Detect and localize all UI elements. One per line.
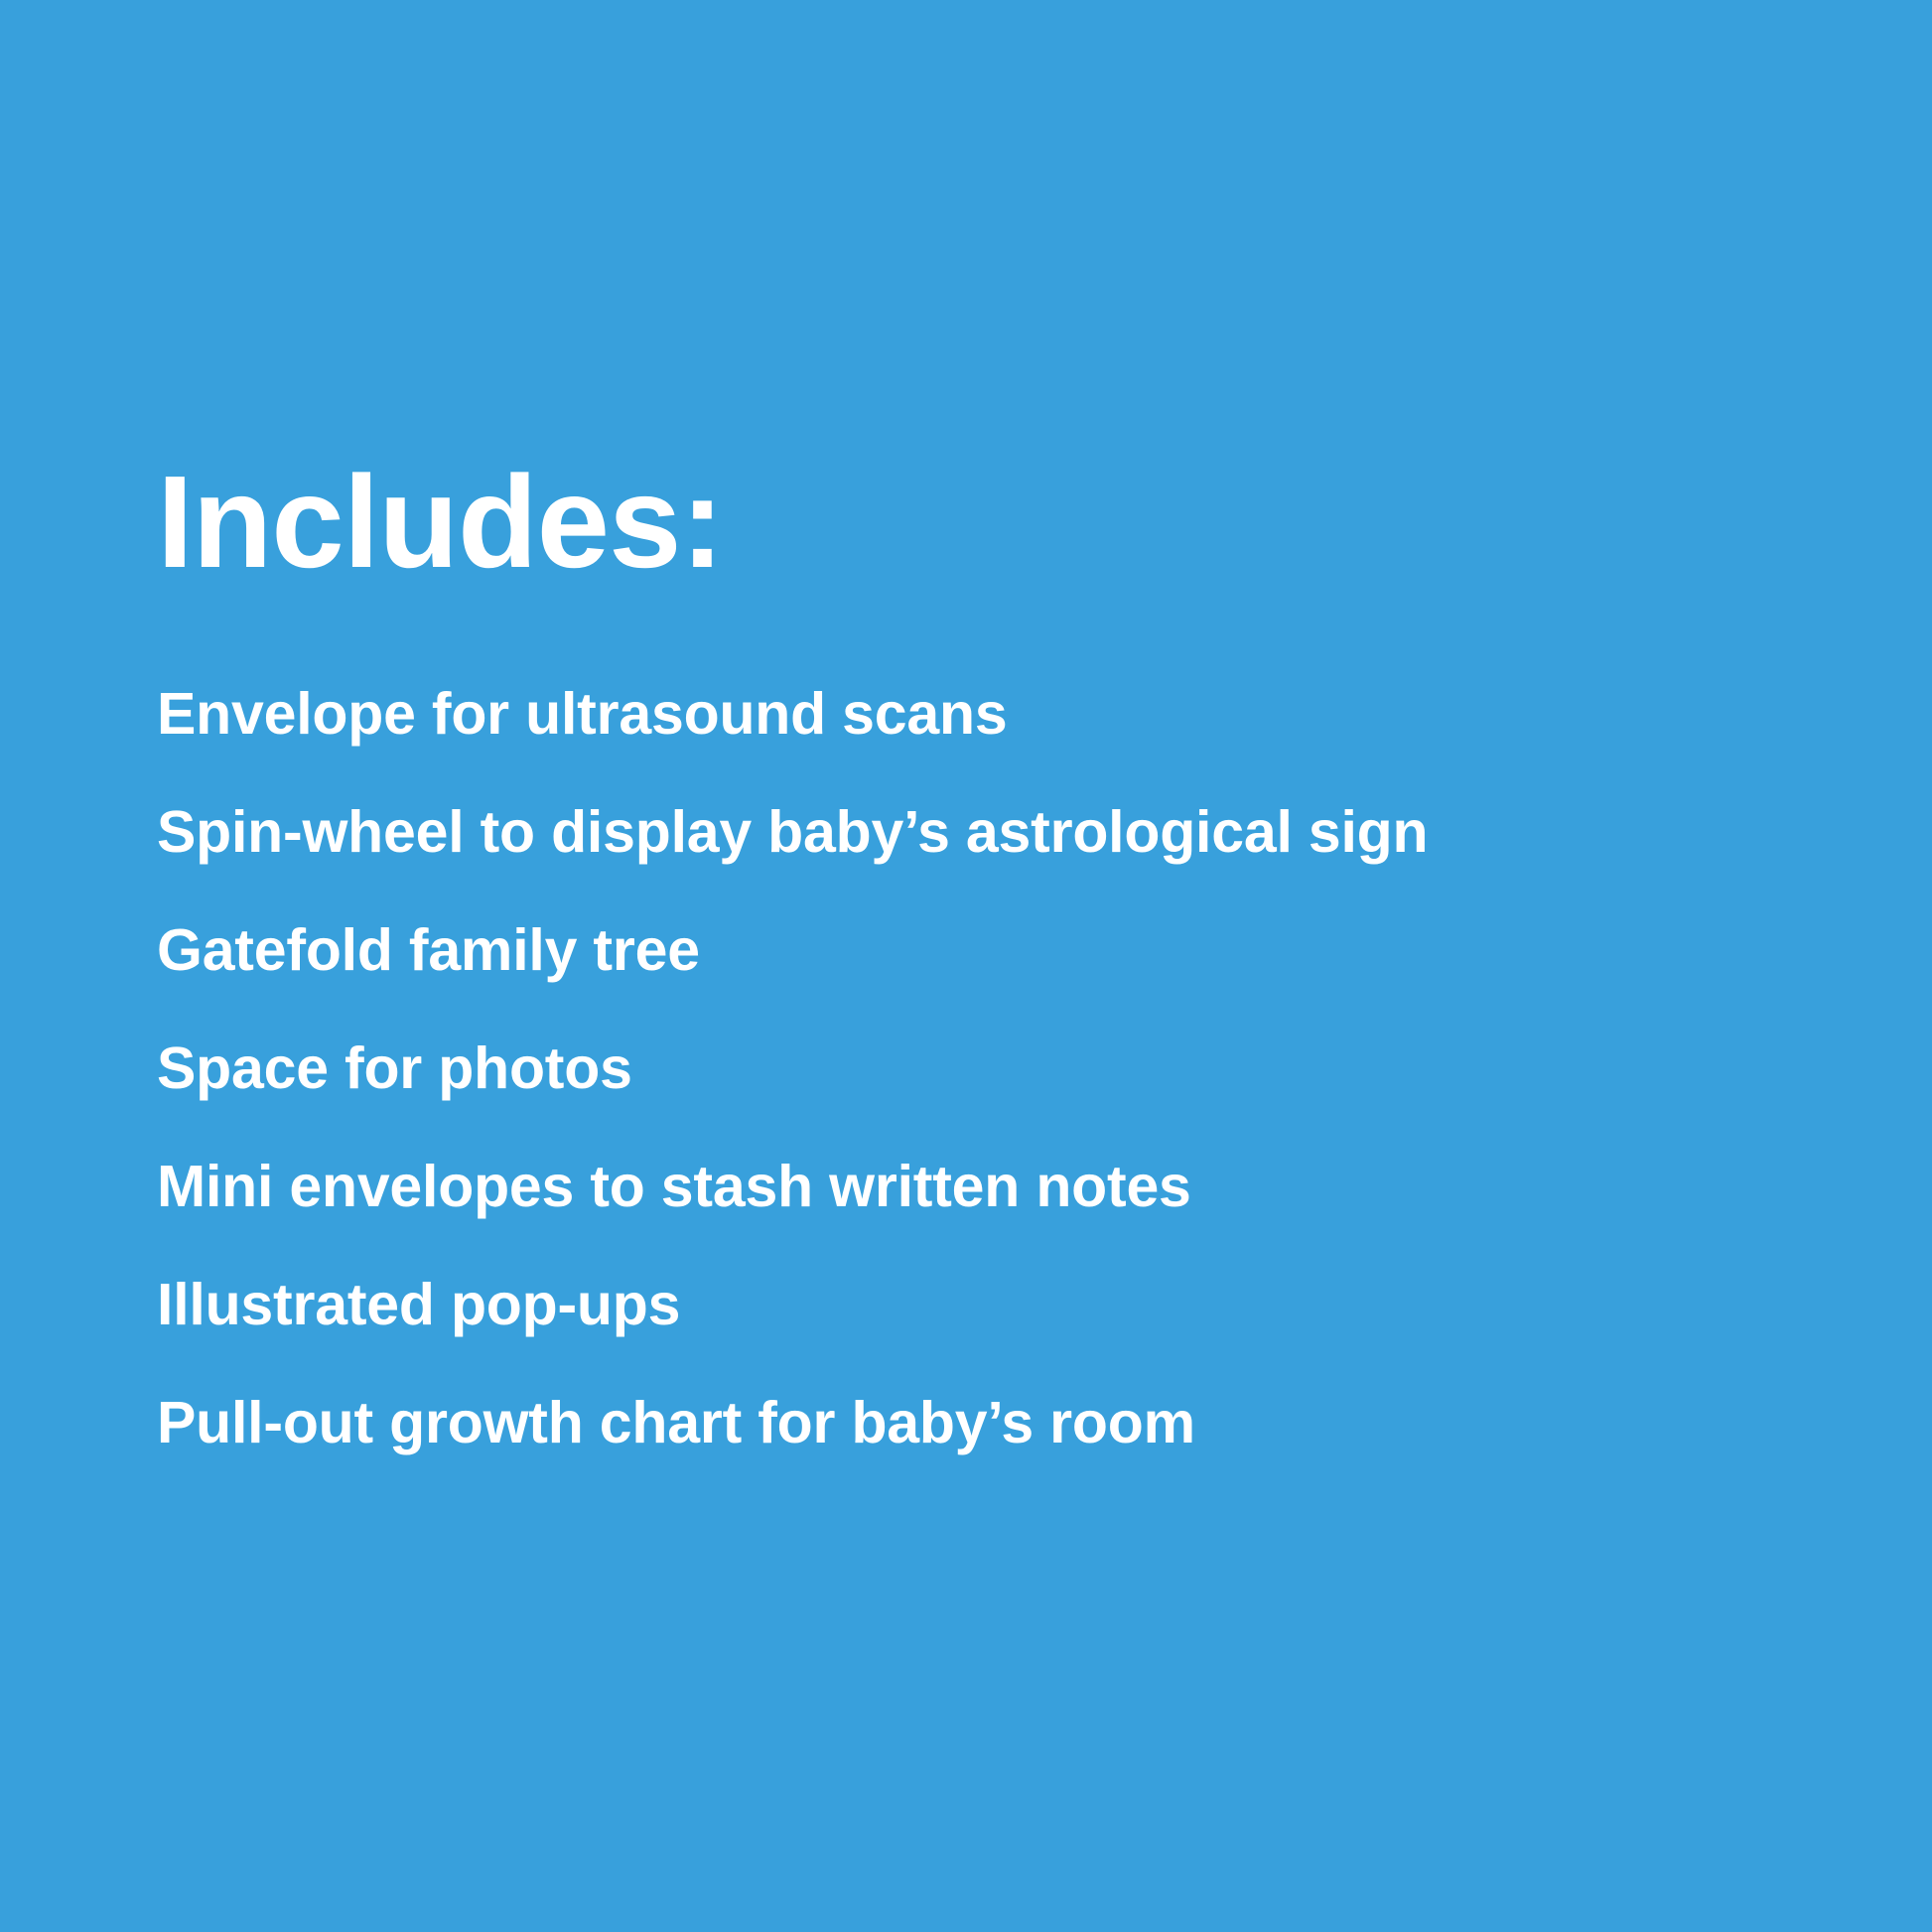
list-item: Spin-wheel to display baby’s astrological sign: [157, 798, 1429, 865]
list-item: Mini envelopes to stash written notes: [157, 1153, 1191, 1219]
list-item: Space for photos: [157, 1035, 632, 1101]
page-title: Includes:: [157, 449, 724, 595]
list-item: Gatefold family tree: [157, 916, 700, 983]
features-list: [157, 680, 1853, 1455]
list-item: Envelope for ultrasound scans: [157, 680, 1008, 747]
list-item: Pull-out growth chart for baby’s room: [157, 1389, 1195, 1455]
list-item: Illustrated pop-ups: [157, 1271, 681, 1337]
content-block: [157, 449, 1853, 1455]
